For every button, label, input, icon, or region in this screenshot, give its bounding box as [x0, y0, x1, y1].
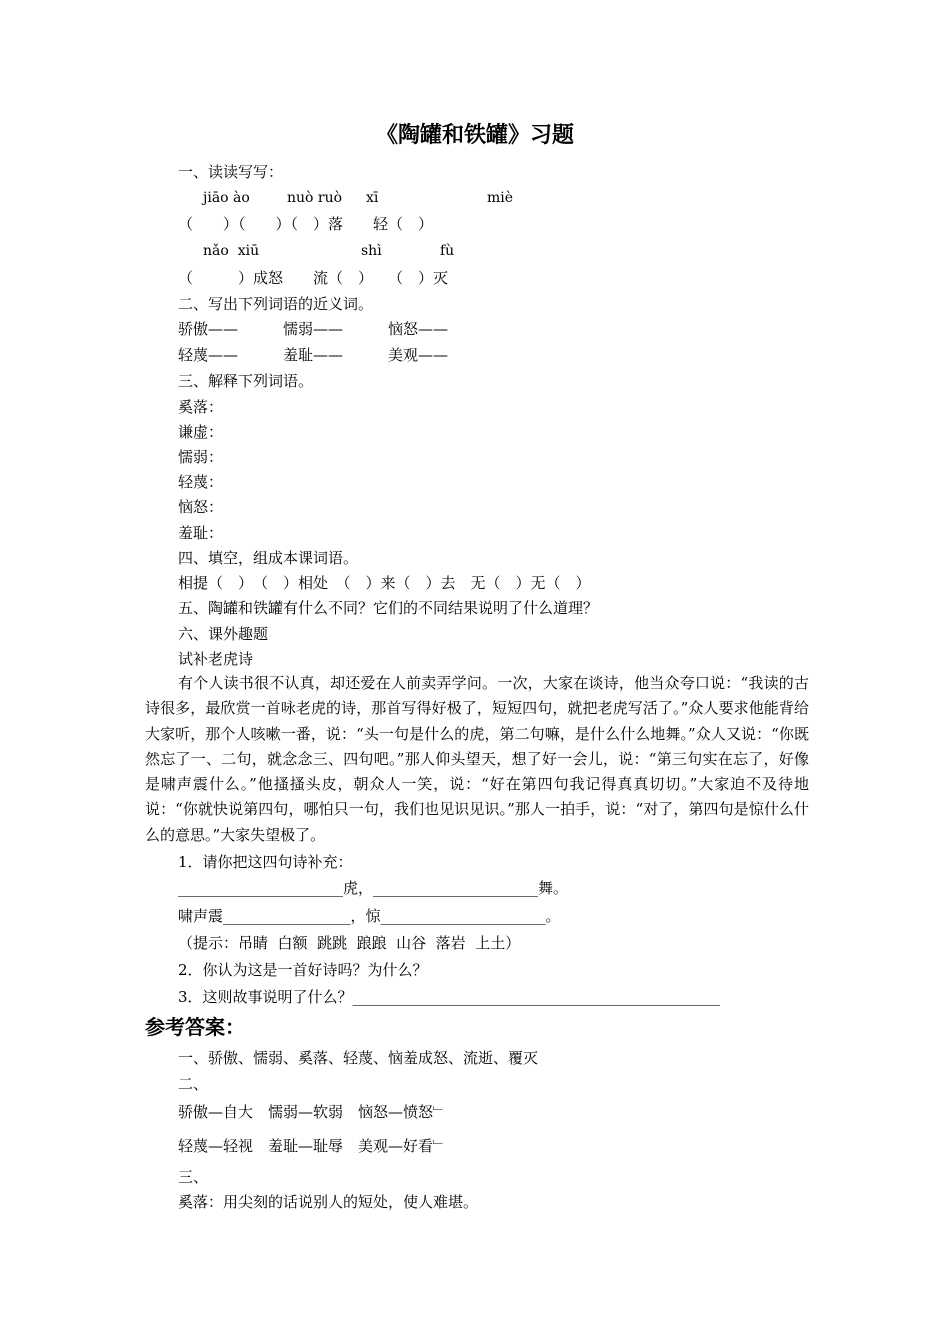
section6-heading: 六、课外趣题	[178, 625, 269, 643]
poem-line-2: 啸声震_________________，惊______________________。	[178, 907, 561, 925]
section3-heading: 三、解释下列词语。	[178, 372, 314, 390]
pinyin-nuoruo: nuò ruò	[287, 190, 343, 206]
answer-1: 一、骄傲、懦弱、奚落、轻蔑、恼羞成怒、流逝、覆灭	[178, 1049, 539, 1067]
answer-2-row-1	[178, 1102, 446, 1124]
term-naonu: 恼怒：	[178, 498, 224, 516]
poem-hint: （提示：吊睛 白额 跳跳 踉踉 山谷 落岩 上土）	[178, 934, 521, 952]
term-nuoruo: 懦弱：	[178, 448, 224, 466]
pinyin-jiaoao: jiāo ào	[203, 190, 250, 206]
question-1: 1．请你把这四句诗补充：	[178, 853, 353, 871]
term-qingmie: 轻蔑：	[178, 473, 224, 491]
answer-2-row-1-text: 骄傲—自大 懦弱—软弱 恼怒—愤怒	[178, 1103, 434, 1121]
answer-2-label: 二、	[178, 1075, 209, 1093]
blank-row-1: （ ）（ ）（ ）落 轻（ ）	[178, 215, 434, 233]
term-xiluo: 奚落：	[178, 398, 224, 416]
answer-2-row-2-text: 轻蔑—轻视 羞耻—耻辱 美观—好看	[178, 1137, 434, 1155]
synonym-row-1: 骄傲—— 懦弱—— 恼怒——	[178, 320, 449, 338]
answer-3-label: 三、	[178, 1168, 209, 1186]
answer-3-first: 奚落：用尖刻的话说别人的短处，使人难堪。	[178, 1193, 479, 1211]
term-qianxu: 谦虚：	[178, 423, 224, 441]
pinyin-xi: xī	[366, 190, 379, 206]
poem-line-1: ______________________虎，______________________舞。	[178, 879, 569, 897]
edit-mark: ﹂	[433, 1106, 447, 1121]
section2-heading: 二、写出下列词语的近义词。	[178, 295, 374, 313]
edit-mark: ﹂	[433, 1140, 447, 1155]
term-xiuchi: 羞耻：	[178, 524, 224, 542]
story-paragraph: 有个人读书很不认真，却还爱在人前卖弄学问。一次，大家在谈诗，他当众夸口说：“我读的古诗很多，最欣赏一首咏老虎的诗，那首写得好极了，短短四句，就把老虎写活了。”众人要求他能背给大家听，那个人咳嗽一番，说：“头一句是什么的虎，第二句嘛，是什么什么地舞。”众人又说：“你既然忘了一、二句，就念念三、四句吧。”那人仰头望天，想了好一会儿，说：“第三句实在忘了，好像是啸声震什么。”他搔搔头皮，朝众人一笑，说：“好在第四句我记得真真切切。”大家迫不及待地说：“你就快说第四句，哪怕只一句，我们也见识见识。”那人一拍手，说：“对了，第四句是惊什么什么的意思。”大家失望极了。	[145, 674, 809, 844]
pinyin-naoxiu: nǎo xiū	[203, 243, 260, 259]
section4-heading: 四、填空，组成本课词语。	[178, 549, 359, 567]
answers-heading: 参考答案：	[145, 1015, 245, 1039]
answer-2-row-2	[178, 1136, 446, 1158]
section5-question: 五、陶罐和铁罐有什么不同？它们的不同结果说明了什么道理？	[178, 599, 599, 617]
section1-heading: 一、读读写写：	[178, 163, 284, 181]
pinyin-fu: fù	[440, 243, 455, 259]
page-title: 《陶罐和铁罐》习题	[375, 122, 574, 148]
fill-blank-row: 相提（ ） （ ）相处 （ ）来（ ）去 无（ ）无（ ）	[178, 574, 591, 592]
synonym-row-2: 轻蔑—— 羞耻—— 美观——	[178, 346, 449, 364]
question-3: 3．这则故事说明了什么？_________________________________________________	[178, 988, 721, 1006]
blank-row-2: （ ）成怒 流（ ） （ ）灭	[178, 269, 449, 287]
question-2: 2．你认为这是一首好诗吗？为什么？	[178, 961, 428, 979]
pinyin-shi: shì	[361, 243, 382, 259]
pinyin-mie: miè	[487, 190, 514, 206]
story-title: 试补老虎诗	[178, 650, 254, 668]
